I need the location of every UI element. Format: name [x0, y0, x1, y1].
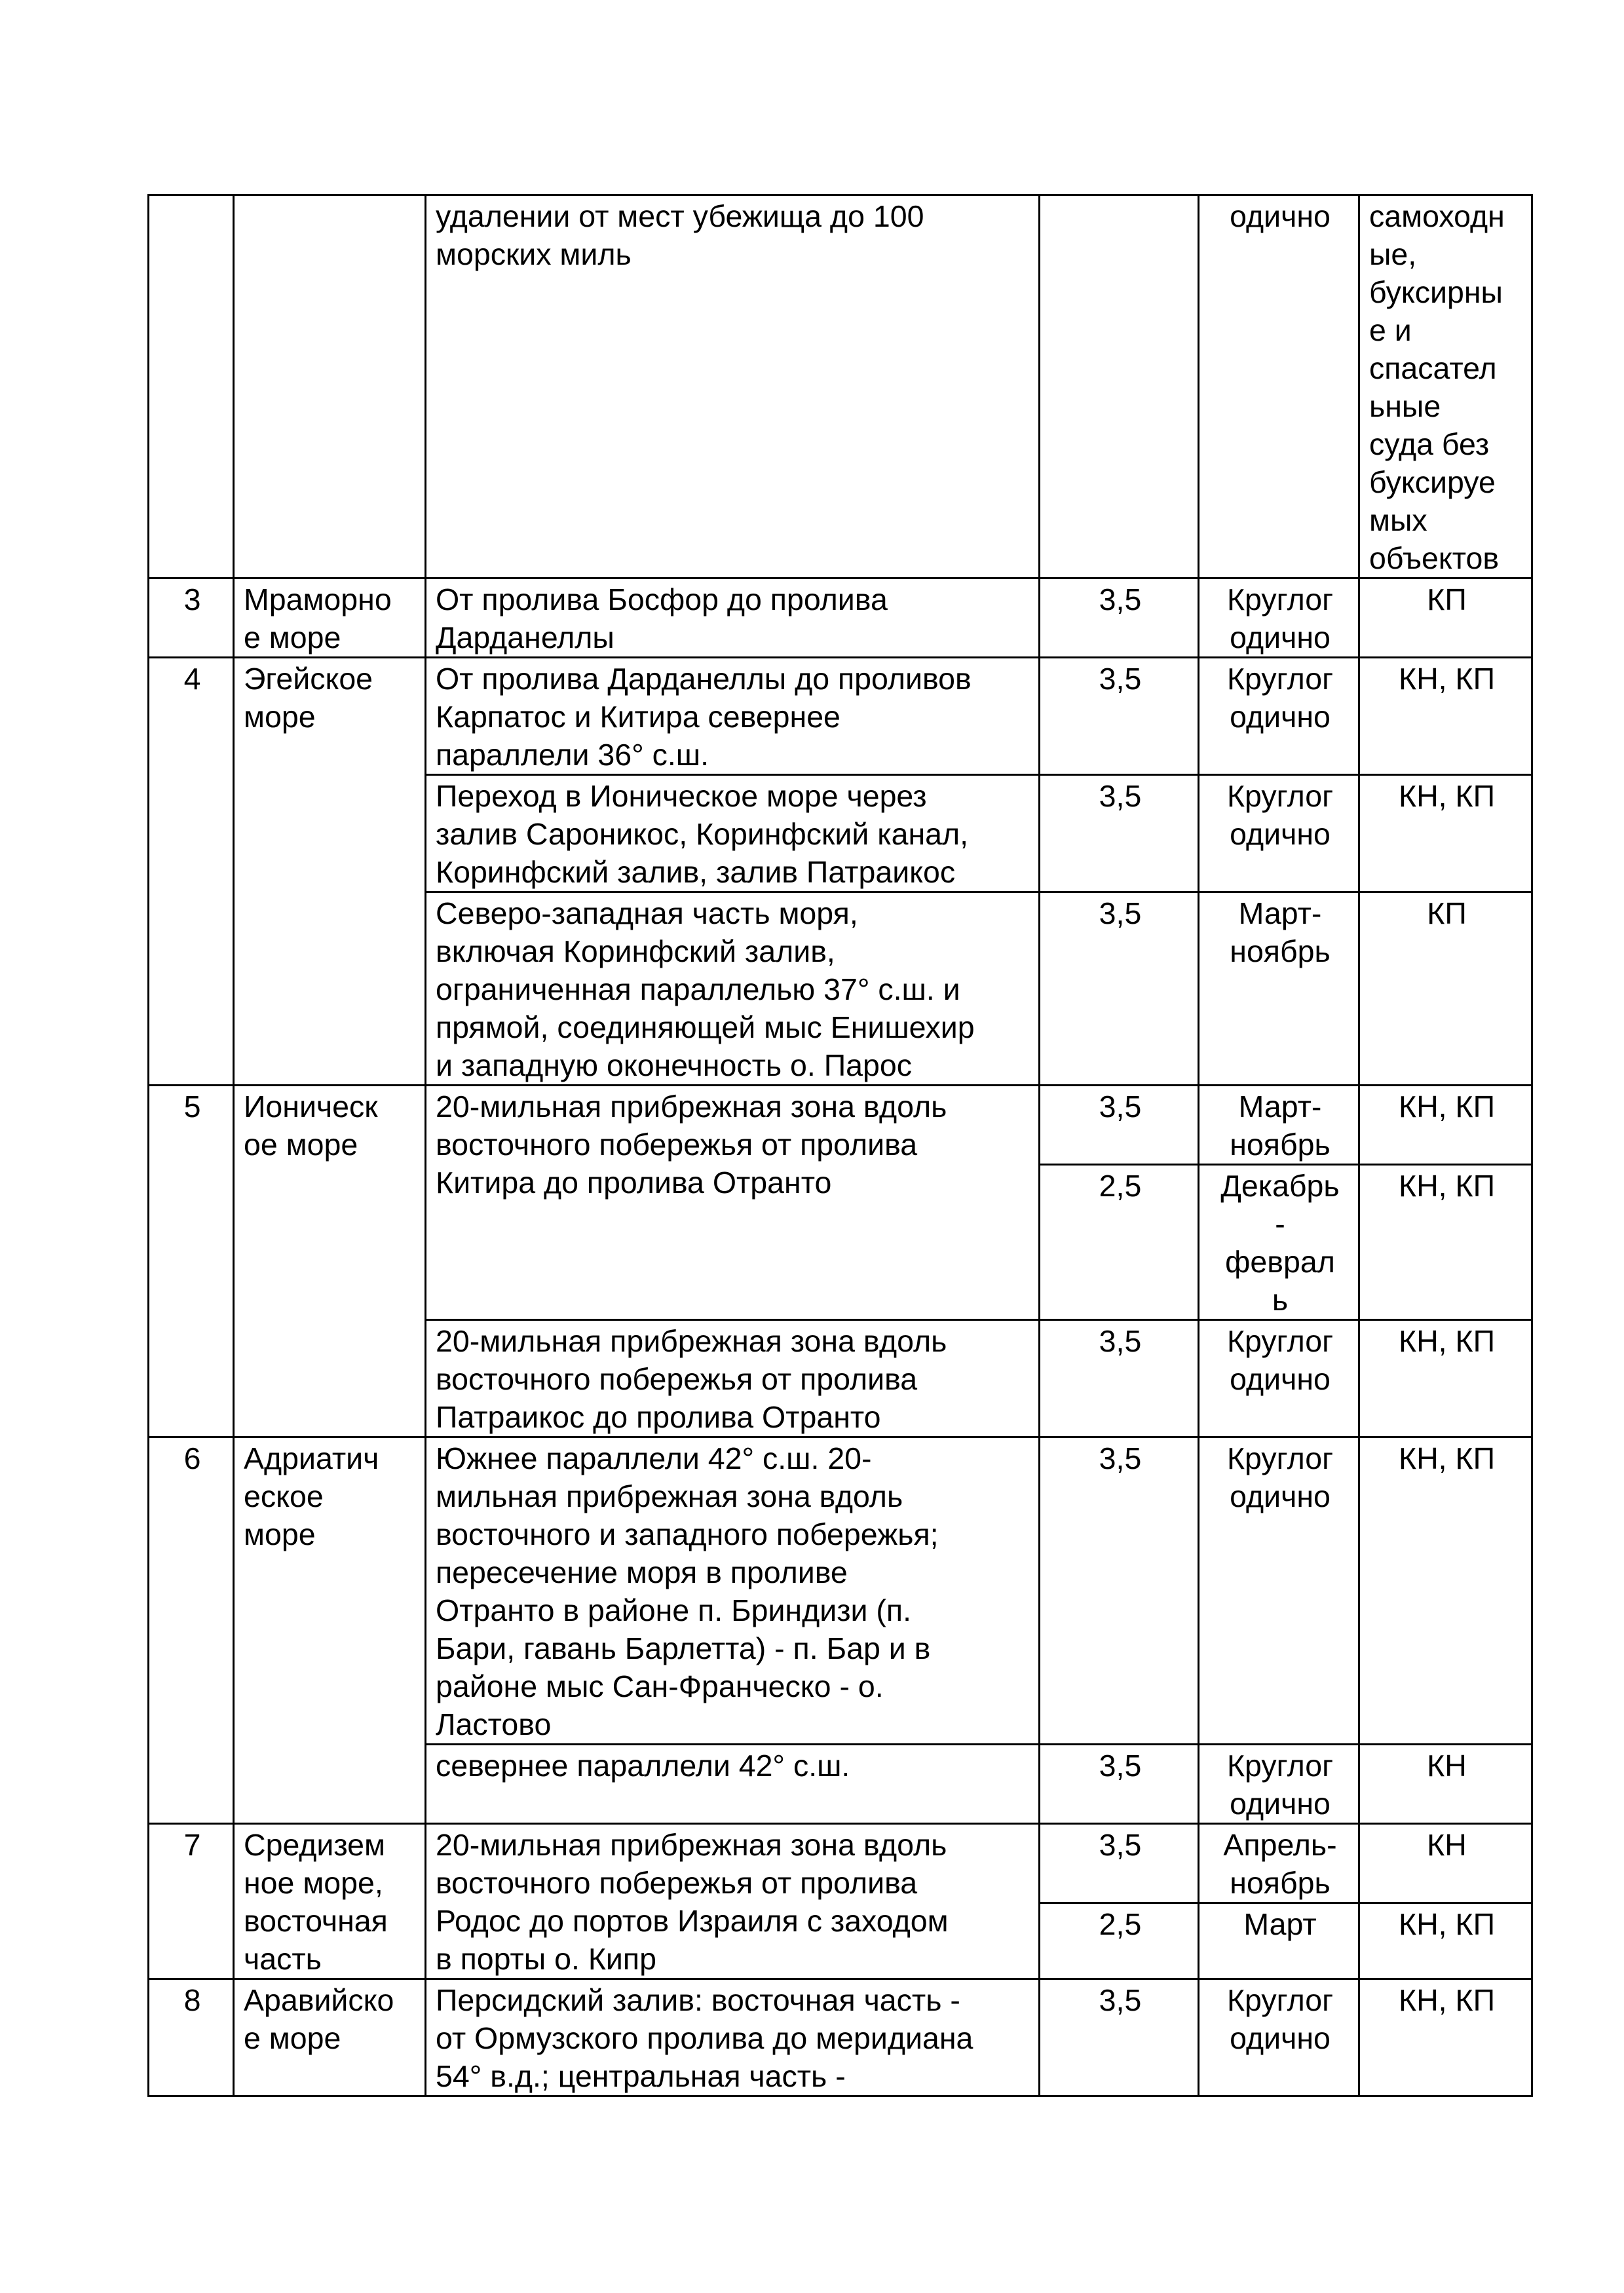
sea-name [234, 195, 426, 578]
vessel-category: КН, КП [1359, 1979, 1532, 2096]
vessel-category: КН [1359, 1745, 1532, 1824]
table-row [149, 1824, 1532, 1903]
season-period: Декабрь - феврал ь [1199, 1165, 1359, 1320]
row-number: 8 [149, 1979, 234, 2096]
sea-name: Эгейское море [234, 658, 426, 1086]
vessel-category: КН, КП [1359, 1086, 1532, 1165]
vessel-category: самоходн ые, буксирны е и спасател ьные суда без буксируе мых объектов [1359, 195, 1532, 578]
table-row [149, 1979, 1532, 2096]
wave-height: 2,5 [1040, 1165, 1199, 1320]
season-period: Круглог одично [1199, 1979, 1359, 2096]
wave-height: 3,5 [1040, 1745, 1199, 1824]
season-period: Март [1199, 1903, 1359, 1979]
row-number: 3 [149, 578, 234, 658]
table-row [149, 195, 1532, 578]
table-row [149, 658, 1532, 775]
row-number [149, 195, 234, 578]
area-description: 20-мильная прибрежная зона вдоль восточного побережья от пролива Родос до портов Израиля с заходом в порты о. Кипр [426, 1824, 1040, 1979]
vessel-category: КП [1359, 578, 1532, 658]
table-row [149, 578, 1532, 658]
area-description: От пролива Босфор до пролива Дарданеллы [426, 578, 1040, 658]
season-period: Круглог одично [1199, 775, 1359, 892]
sea-name: Аравийско е море [234, 1979, 426, 2096]
vessel-category: КП [1359, 892, 1532, 1086]
area-description: Переход в Ионическое море через залив Сароникос, Коринфский канал, Коринфский залив, залив Патраикос [426, 775, 1040, 892]
sea-name: Адриатич еское море [234, 1437, 426, 1824]
sea-name: Ионическ ое море [234, 1086, 426, 1437]
season-period: Круглог одично [1199, 1745, 1359, 1824]
navigation-areas-table [147, 194, 1533, 2097]
vessel-category: КН, КП [1359, 1320, 1532, 1437]
wave-height: 3,5 [1040, 1437, 1199, 1745]
vessel-category: КН, КП [1359, 1903, 1532, 1979]
area-description: удалении от мест убежища до 100 морских миль [426, 195, 1040, 578]
area-description: 20-мильная прибрежная зона вдоль восточного побережья от пролива Патраикос до пролива Отранто [426, 1320, 1040, 1437]
season-period: Круглог одично [1199, 1437, 1359, 1745]
season-period: одично [1199, 195, 1359, 578]
wave-height: 3,5 [1040, 1320, 1199, 1437]
area-description: Южнее параллели 42° с.ш. 20- мильная прибрежная зона вдоль восточного и западного побережья; пересечение моря в проливе Отранто в районе п. Бриндизи (п. Бари, гавань Барлетта) - п. Бар и в районе мыс Сан-Франческо - о. Ластово [426, 1437, 1040, 1745]
area-description: севернее параллели 42° с.ш. [426, 1745, 1040, 1824]
area-description: Северо-западная часть моря, включая Коринфский залив, ограниченная параллелью 37° с.ш. и прямой, соединяющей мыс Енишехир и западную оконечность о. Парос [426, 892, 1040, 1086]
season-period: Круглог одично [1199, 578, 1359, 658]
row-number: 4 [149, 658, 234, 1086]
season-period: Март- ноябрь [1199, 892, 1359, 1086]
wave-height: 2,5 [1040, 1903, 1199, 1979]
table-row [149, 1437, 1532, 1745]
sea-name: Средизем ное море, восточная часть [234, 1824, 426, 1979]
wave-height: 3,5 [1040, 775, 1199, 892]
wave-height: 3,5 [1040, 658, 1199, 775]
vessel-category: КН [1359, 1824, 1532, 1903]
wave-height: 3,5 [1040, 1086, 1199, 1165]
wave-height: 3,5 [1040, 578, 1199, 658]
season-period: Круглог одично [1199, 1320, 1359, 1437]
season-period: Март- ноябрь [1199, 1086, 1359, 1165]
season-period: Круглог одично [1199, 658, 1359, 775]
wave-height: 3,5 [1040, 1979, 1199, 2096]
area-description: 20-мильная прибрежная зона вдоль восточного побережья от пролива Китира до пролива Отранто [426, 1086, 1040, 1320]
area-description: Персидский залив: восточная часть - от Ормузского пролива до меридиана 54° в.д.; центральная часть - [426, 1979, 1040, 2096]
season-period: Апрель- ноябрь [1199, 1824, 1359, 1903]
row-number: 6 [149, 1437, 234, 1824]
area-description: От пролива Дарданеллы до проливов Карпатос и Китира севернее параллели 36° с.ш. [426, 658, 1040, 775]
row-number: 5 [149, 1086, 234, 1437]
vessel-category: КН, КП [1359, 1165, 1532, 1320]
wave-height: 3,5 [1040, 1824, 1199, 1903]
vessel-category: КН, КП [1359, 775, 1532, 892]
sea-name: Мраморно е море [234, 578, 426, 658]
table-row [149, 1086, 1532, 1165]
row-number: 7 [149, 1824, 234, 1979]
vessel-category: КН, КП [1359, 1437, 1532, 1745]
wave-height [1040, 195, 1199, 578]
wave-height: 3,5 [1040, 892, 1199, 1086]
vessel-category: КН, КП [1359, 658, 1532, 775]
